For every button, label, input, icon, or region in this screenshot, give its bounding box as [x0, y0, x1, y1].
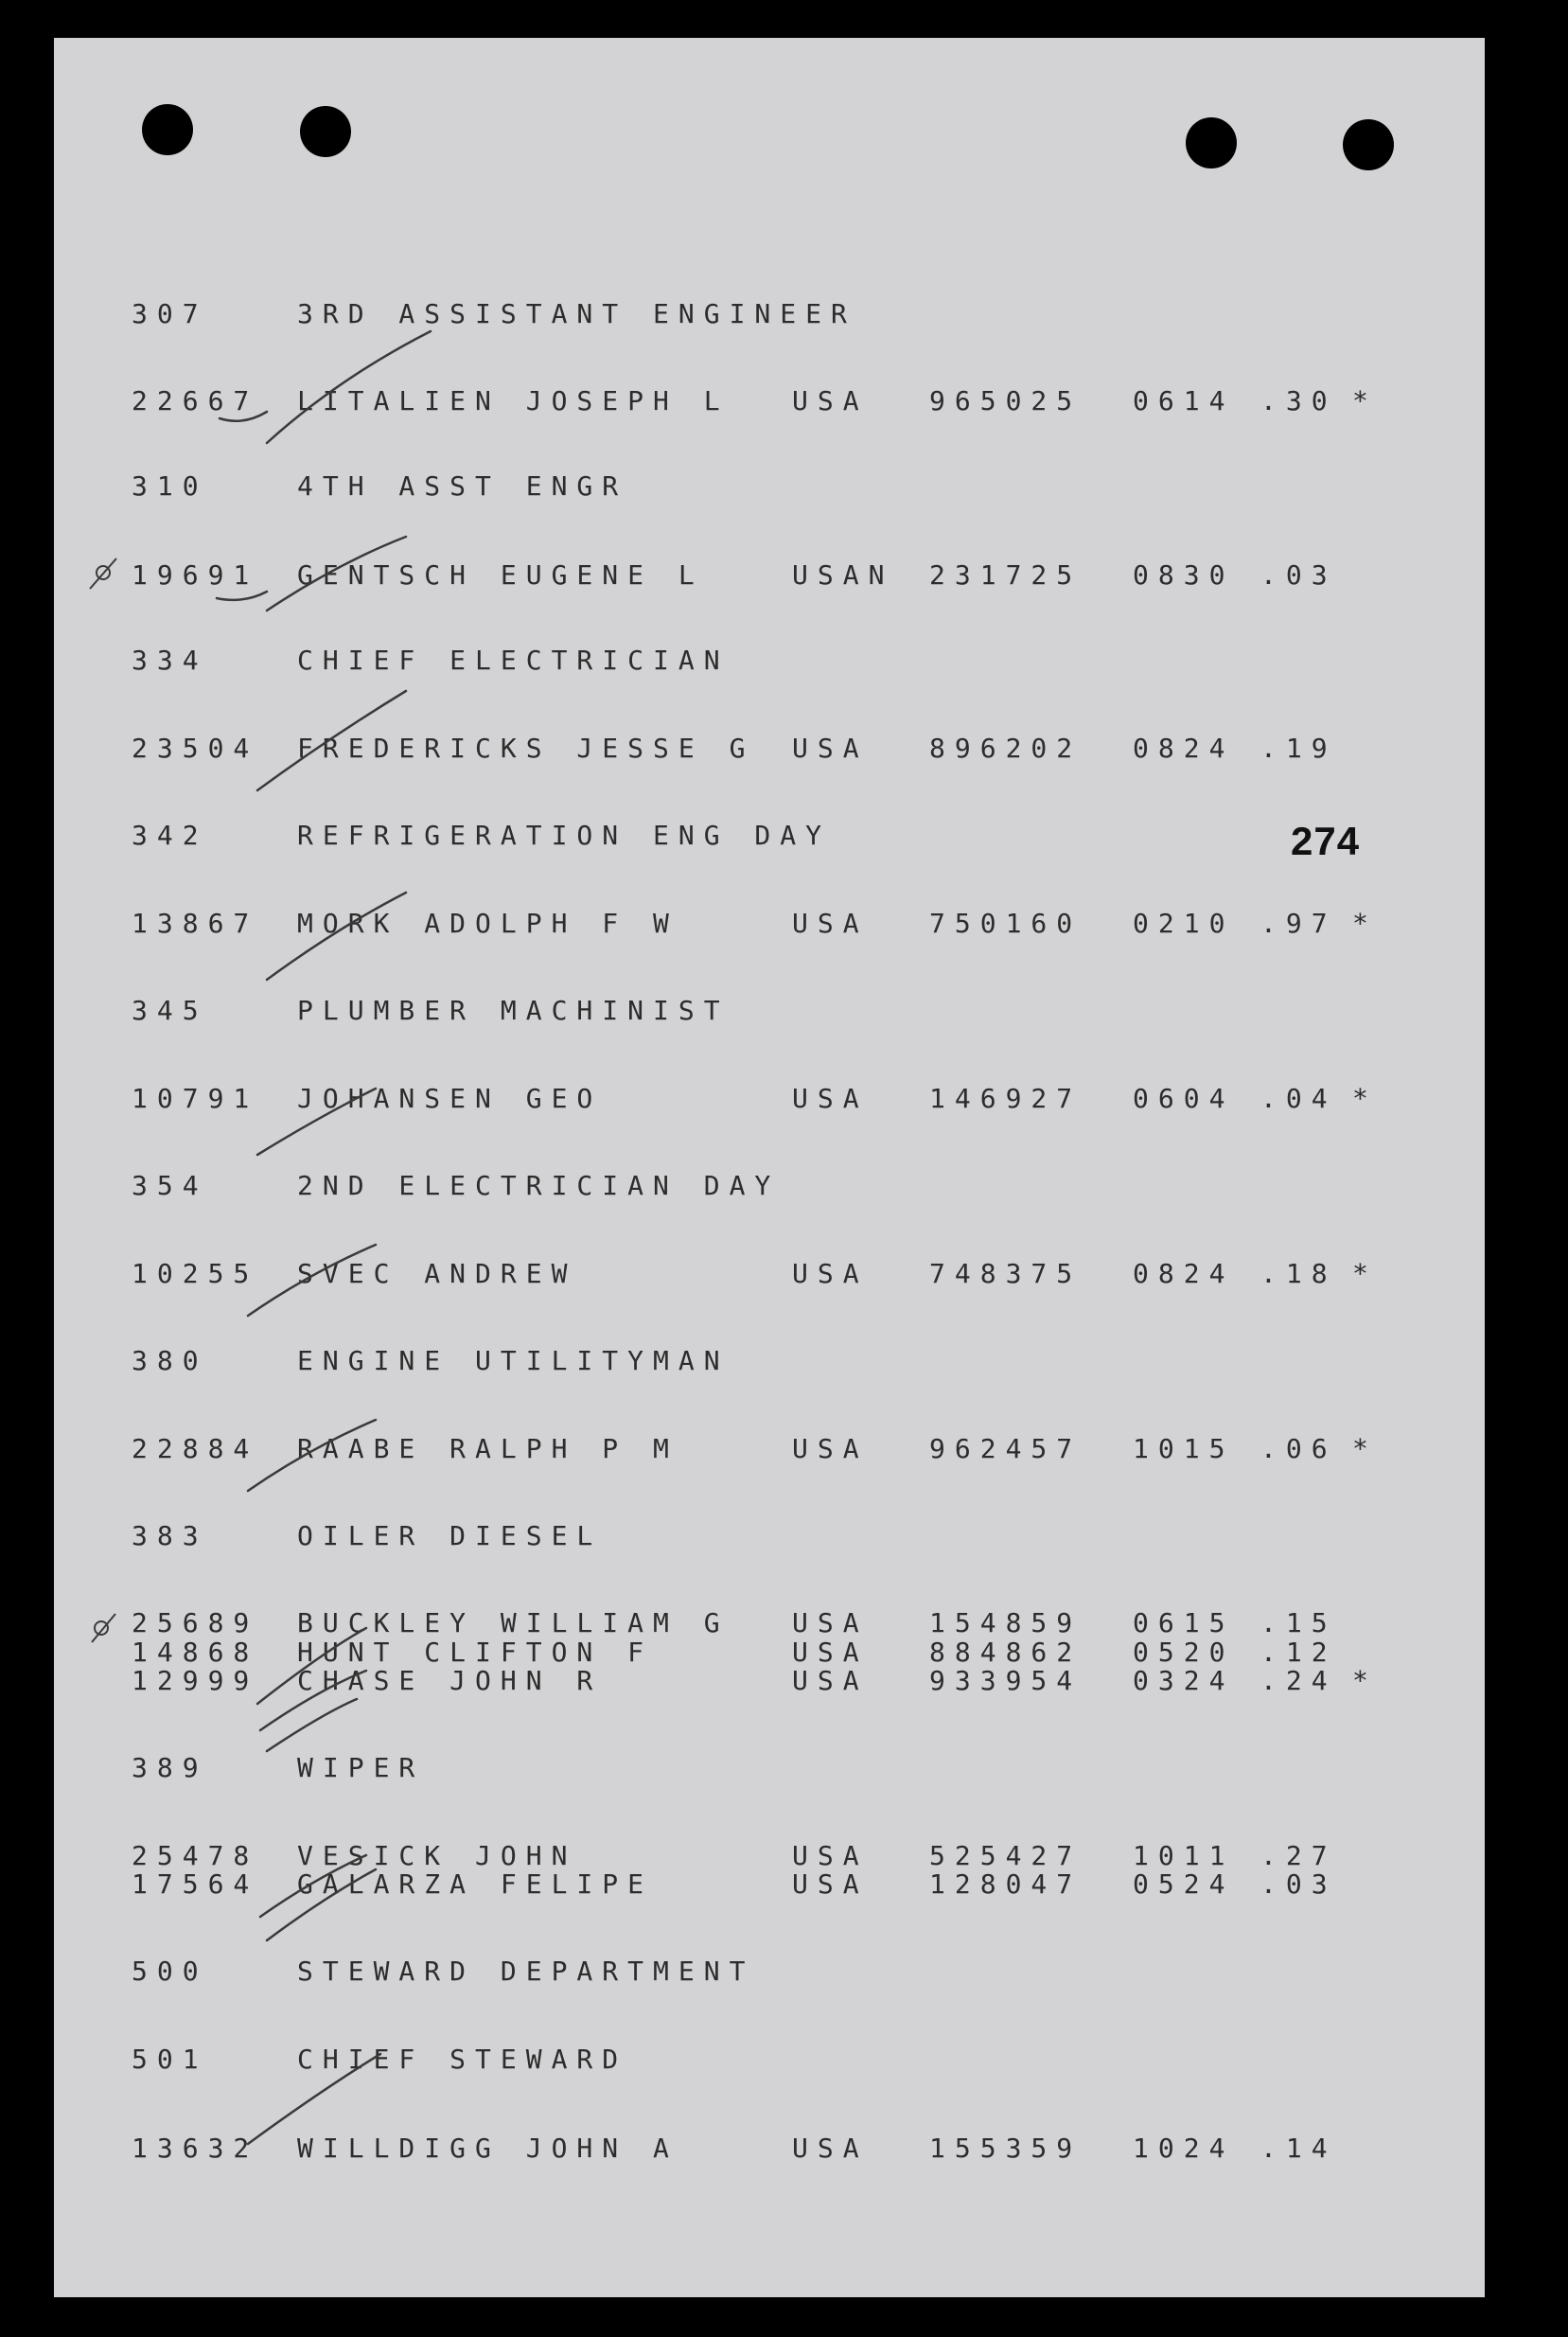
crew-name: RAABE RALPH P M	[297, 1433, 678, 1464]
id-number: 128047	[929, 1868, 1083, 1900]
crew-number: 13867	[132, 908, 259, 939]
crew-name: BUCKLEY WILLIAM G	[297, 1607, 730, 1638]
asterisk-mark: *	[1352, 1665, 1368, 1696]
crew-name: HUNT CLIFTON F	[297, 1637, 654, 1668]
crew-number: 10791	[132, 1083, 259, 1114]
rating-code: 345	[132, 995, 208, 1026]
date-code: 0324	[1133, 1665, 1235, 1696]
rating-title: REFRIGERATION ENG DAY	[297, 820, 832, 851]
amount: .30	[1260, 385, 1337, 416]
page-number-stamp: 274	[1291, 819, 1361, 863]
crew-number: 12999	[132, 1665, 259, 1696]
id-number: 965025	[929, 385, 1083, 416]
rating-title: ENGINE UTILITYMAN	[297, 1345, 730, 1376]
crew-number: 22884	[132, 1433, 259, 1464]
crew-number: 22667	[132, 385, 259, 416]
crew-name: WILLDIGG JOHN A	[297, 2133, 678, 2164]
nationality: USAN	[792, 559, 894, 591]
date-code: 0824	[1133, 1258, 1235, 1289]
nationality: USA	[792, 1258, 869, 1289]
amount: .03	[1260, 1868, 1337, 1900]
crew-number: 13632	[132, 2133, 259, 2164]
rating-title: PLUMBER MACHINIST	[297, 995, 730, 1026]
id-number: 933954	[929, 1665, 1083, 1696]
rating-title: OILER DIESEL	[297, 1520, 603, 1551]
crew-name: CHASE JOHN R	[297, 1665, 603, 1696]
amount: .14	[1260, 2133, 1337, 2164]
amount: .24	[1260, 1665, 1337, 1696]
crew-name: GENTSCH EUGENE L	[297, 559, 704, 591]
rating-code: 310	[132, 470, 208, 502]
rating-code: 501	[132, 2044, 208, 2075]
id-number: 154859	[929, 1607, 1083, 1638]
nationality: USA	[792, 1868, 869, 1900]
asterisk-mark: *	[1352, 908, 1368, 939]
rating-code: 342	[132, 820, 208, 851]
date-code: 0615	[1133, 1607, 1235, 1638]
nationality: USA	[792, 1637, 869, 1668]
rating-code: 334	[132, 645, 208, 676]
crew-name: GALARZA FELIPE	[297, 1868, 654, 1900]
document-page	[54, 38, 1485, 2297]
crew-name: MORK ADOLPH F W	[297, 908, 678, 939]
nationality: USA	[792, 1433, 869, 1464]
crew-name: SVEC ANDREW	[297, 1258, 577, 1289]
crew-number: 23504	[132, 733, 259, 764]
nationality: USA	[792, 1083, 869, 1114]
date-code: 0614	[1133, 385, 1235, 416]
rating-code: 500	[132, 1956, 208, 1987]
asterisk-mark: *	[1352, 1083, 1368, 1114]
crew-number: 19691	[132, 559, 259, 591]
amount: .03	[1260, 559, 1337, 591]
amount: .27	[1260, 1840, 1337, 1871]
amount: .18	[1260, 1258, 1337, 1289]
amount: .04	[1260, 1083, 1337, 1114]
rating-title: CHIEF STEWARD	[297, 2044, 628, 2075]
crew-name: LITALIEN JOSEPH L	[297, 385, 730, 416]
crew-number: 10255	[132, 1258, 259, 1289]
id-number: 146927	[929, 1083, 1083, 1114]
id-number: 896202	[929, 733, 1083, 764]
rating-title: CHIEF ELECTRICIAN	[297, 645, 730, 676]
amount: .12	[1260, 1637, 1337, 1668]
rating-title: 2ND ELECTRICIAN DAY	[297, 1170, 781, 1201]
nationality: USA	[792, 1607, 869, 1638]
asterisk-mark: *	[1352, 385, 1368, 416]
crew-number: 14868	[132, 1637, 259, 1668]
amount: .97	[1260, 908, 1337, 939]
nationality: USA	[792, 908, 869, 939]
date-code: 1015	[1133, 1433, 1235, 1464]
date-code: 0604	[1133, 1083, 1235, 1114]
rating-code: 307	[132, 298, 208, 329]
nationality: USA	[792, 1840, 869, 1871]
crew-number: 25478	[132, 1840, 259, 1871]
asterisk-mark: *	[1352, 1258, 1368, 1289]
date-code: 0210	[1133, 908, 1235, 939]
id-number: 231725	[929, 559, 1083, 591]
id-number: 750160	[929, 908, 1083, 939]
rating-title: STEWARD DEPARTMENT	[297, 1956, 755, 1987]
date-code: 0520	[1133, 1637, 1235, 1668]
crew-name: FREDERICKS JESSE G	[297, 733, 755, 764]
rating-code: 383	[132, 1520, 208, 1551]
nationality: USA	[792, 733, 869, 764]
amount: .06	[1260, 1433, 1337, 1464]
rating-code: 354	[132, 1170, 208, 1201]
date-code: 0824	[1133, 733, 1235, 764]
date-code: 1024	[1133, 2133, 1235, 2164]
amount: .19	[1260, 733, 1337, 764]
id-number: 748375	[929, 1258, 1083, 1289]
id-number: 155359	[929, 2133, 1083, 2164]
handwritten-check-marks	[54, 38, 1485, 2297]
rating-title: WIPER	[297, 1752, 425, 1783]
rating-title: 4TH ASST ENGR	[297, 470, 628, 502]
nationality: USA	[792, 2133, 869, 2164]
crew-number: 25689	[132, 1607, 259, 1638]
date-code: 0830	[1133, 559, 1235, 591]
id-number: 962457	[929, 1433, 1083, 1464]
crew-name: VESICK JOHN	[297, 1840, 577, 1871]
id-number: 884862	[929, 1637, 1083, 1668]
nationality: USA	[792, 1665, 869, 1696]
nationality: USA	[792, 385, 869, 416]
rating-code: 380	[132, 1345, 208, 1376]
rating-code: 389	[132, 1752, 208, 1783]
date-code: 1011	[1133, 1840, 1235, 1871]
date-code: 0524	[1133, 1868, 1235, 1900]
id-number: 525427	[929, 1840, 1083, 1871]
rating-title: 3RD ASSISTANT ENGINEER	[297, 298, 856, 329]
amount: .15	[1260, 1607, 1337, 1638]
crew-number: 17564	[132, 1868, 259, 1900]
crew-name: JOHANSEN GEO	[297, 1083, 603, 1114]
asterisk-mark: *	[1352, 1433, 1368, 1464]
